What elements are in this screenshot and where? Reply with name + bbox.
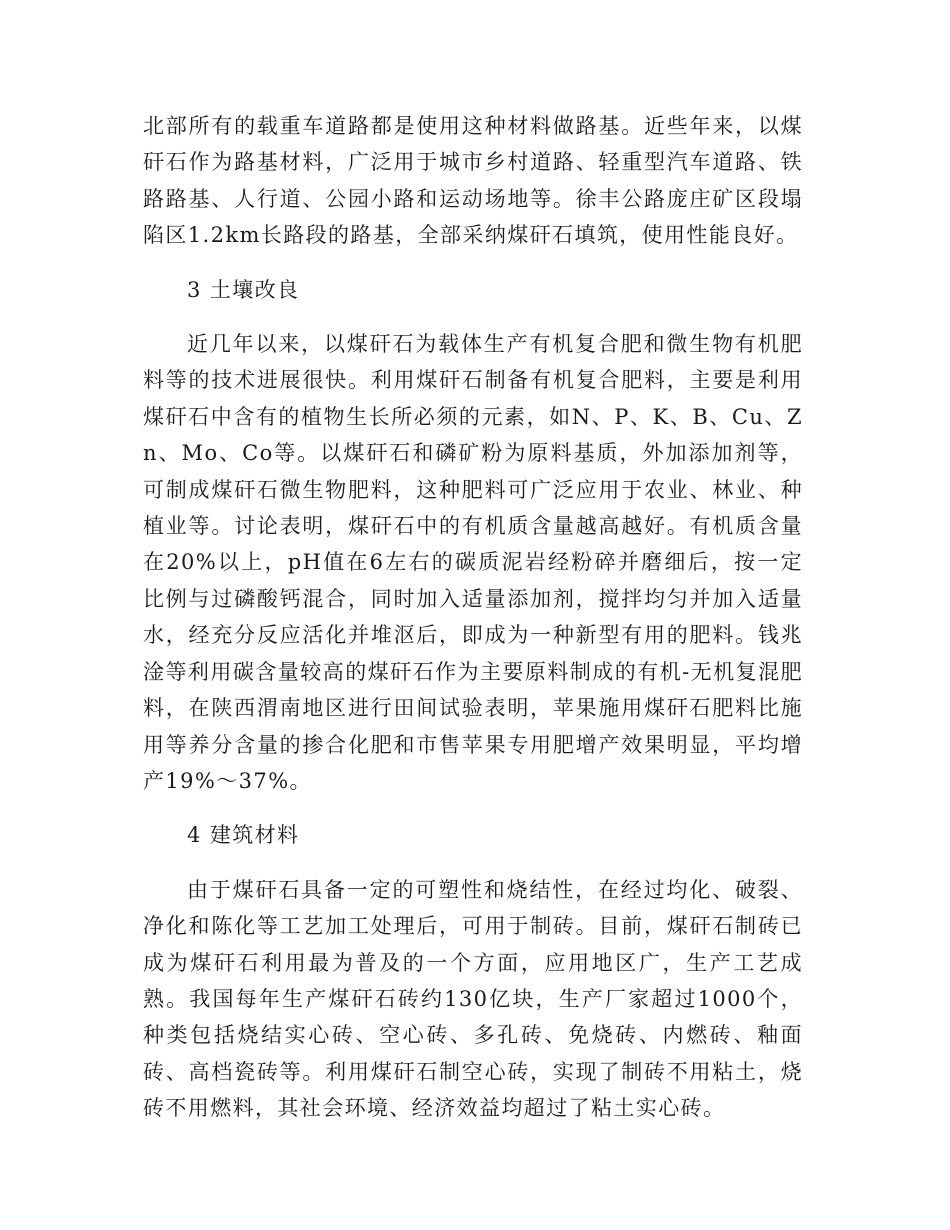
paragraph-roadbed-materials: 北部所有的载重车道路都是使用这种材料做路基。近些年来，以煤矸石作为路基材料，广泛用于城市乡村道路、轻重型汽车道路、铁路路基、人行道、公园小路和运动场地等。徐丰公路庞庄矿区段塌陷区1.2km长路段的路基，全部采纳煤矸石填筑，使用性能良好。 [143,114,803,248]
document-body [143,108,803,1127]
paragraph-building-materials: 由于煤矸石具备一定的可塑性和烧结性，在经过均化、破裂、净化和陈化等工艺加工处理后，可用于制砖。目前，煤矸石制砖已成为煤矸石利用最为普及的一个方面，应用地区广，生产工艺成熟。我国每年生产煤矸石砖约130亿块，生产厂家超过1000个，种类包括烧结实心砖、空心砖、多孔砖、免烧砖、内燃砖、釉面砖、高档瓷砖等。利用煤矸石制空心砖，实现了制砖不用粘土，烧砖不用燃料，其社会环境、经济效益均超过了粘土实心砖。 [143,877,803,1121]
section-heading-soil-improvement: 3 土壤改良 [187,277,300,302]
section-heading-building-materials: 4 建筑材料 [187,823,300,848]
paragraph-soil-improvement: 近几年以来，以煤矸石为载体生产有机复合肥和微生物有机肥料等的技术进展很快。利用煤矸石制备有机复合肥料，主要是利用煤矸石中含有的植物生长所必须的元素，如N、P、K、B、Cu、Zn、Mo、Co等。以煤矸石和磷矿粉为原料基质，外加添加剂等，可制成煤矸石微生物肥料，这种肥料可广泛应用于农业、林业、种植业等。讨论表明，煤矸石中的有机质含量越高越好。有机质含量在20%以上，pH值在6左右的碳质泥岩经粉碎并磨细后，按一定比例与过磷酸钙混合，同时加入适量添加剂，搅拌均匀并加入适量水，经充分反应活化并堆沤后，即成为一种新型有用的肥料。钱兆淦等利用碳含量较高的煤矸石作为主要原料制成的有机-无机复混肥料，在陕西渭南地区进行田间试验表明，苹果施用煤矸石肥料比施用等养分含量的掺合化肥和市售苹果专用肥增产效果明显，平均增产19%～37%。 [143,332,803,793]
